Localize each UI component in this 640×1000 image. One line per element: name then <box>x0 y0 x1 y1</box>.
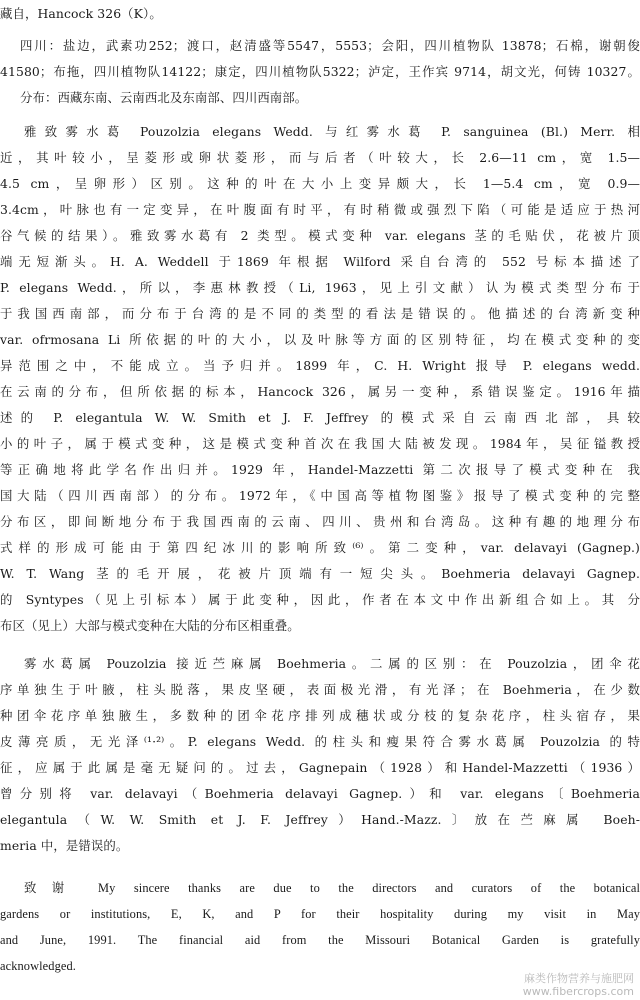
text-line: 41580；布拖，四川植物队14122；康定，四川植物队5322；泸定，王作宾 9714，胡文光，何铸 10327。 <box>0 64 640 79</box>
text-line: var. ofrmosana Li 所依据的叶的大小，以及叶脉等方面的区别特征，均在模式变种的变 <box>0 332 640 347</box>
text-line: 四川：盐边，武素功252；渡口，赵清盛等5547，5553；会阳，四川植物队 13878；石棉，谢朝俊 <box>20 38 640 53</box>
text-line: 3.4cm，叶脉也有一定变异，在叶腹面有时平，有时稍微或强烈下陷（可能是适应于热河 <box>0 202 640 217</box>
text-line: 藏自，Hancock 326（K）。 <box>0 6 162 21</box>
text-line: 等正确地将此学名作出归并。1929 年，Handel-Mazzetti 第二次报导了模式变种在 我 <box>0 462 640 477</box>
text-line: 式样的形成可能由于第四纪冰川的影响所致⁽⁶⁾。第二变种，var. delavayi (Gagnep.) <box>0 540 640 555</box>
text-line: 种团伞花序单独腋生，多数种的团伞花序排列成穗状或分枝的复杂花序，柱头宿存，果 <box>0 708 640 723</box>
text-line: 谷气候的结果）。雅致雾水葛有 2 类型。模式变种 var. elegans 茎的毛贴伏，花被片顶 <box>0 228 640 243</box>
text-line: 布区（见上）大部与模式变种在大陆的分布区相重叠。 <box>0 618 300 633</box>
text-line: 雾水葛属 Pouzolzia 接近苎麻属 Boehmeria。二属的区别：在 Pouzolzia，团伞花 <box>24 656 640 671</box>
text-line: 征，应属于此属是毫无疑问的。过去，Gagnepain（1928）和Handel-Mazzetti（1936） <box>0 760 640 775</box>
text-line: 述的 P. elegantula W. W. Smith et J. F. Jeffrey 的模式采自云南西北部，具较 <box>0 410 640 425</box>
text-line: 异范围之中，不能成立。当予归并。1899 年，C. H. Wright 报导 P. elegans wedd. <box>0 358 640 373</box>
watermark-title: 麻类作物营养与施肥网 <box>524 972 634 985</box>
text-line: 曾分别将 var. delavayi（Boehmeria delavayi Gagnep.）和 var. elegans〔Boehmeria <box>0 786 640 801</box>
acknowledgement-line: gardens or institutions, E, K, and P for their hospitality during my visit in May <box>0 907 640 921</box>
text-line: 于我国西南部，而分布于台湾的是不同的类型的看法是错误的。他描述的台湾新变种 <box>0 306 640 321</box>
watermark <box>494 972 634 998</box>
text-line: 分布：西藏东南、云南西北及东南部、四川西南部。 <box>20 90 308 105</box>
text-line: 皮薄亮质，无光泽⁽¹·²⁾。P. elegans Wedd. 的柱头和瘦果符合雾水葛属 Pouzolzia 的特 <box>0 734 640 749</box>
text-line: 序单独生于叶腋，柱头脱落，果皮坚硬，表面极光滑，有光泽；在 Boehmeria，在少数 <box>0 682 640 697</box>
acknowledgement-line: and June, 1991. The financial aid from the Missouri Botanical Garden is gratefully <box>0 933 640 947</box>
watermark-url: www.fibercrops.com <box>522 985 634 998</box>
text-line: 在云南的分布，但所依据的标本，Hancock 326，属另一变种，系错误鉴定。1916年描 <box>0 384 640 399</box>
text-line: 小的叶子，属于模式变种，这是模式变种首次在我国大陆被发现。1984年，吴征镒教授 <box>0 436 640 451</box>
text-line: 端无短渐头。H. A. Weddell 于1869 年根据 Wilford 采自台湾的 552 号标本描述了 <box>0 254 640 269</box>
text-line: W. T. Wang 茎的毛开展，花被片顶端有一短尖头。Boehmeria delavayi Gagnep. <box>0 566 640 581</box>
text-line: P. elegans Wedd.，所以，李惠林教授（Li, 1963，见上引文献）认为模式类型分布于 <box>0 280 640 295</box>
acknowledgement-line: acknowledged. <box>0 959 76 973</box>
text-line: 4.5 cm，呈卵形）区别。这种的叶在大小上变异颇大，长 1—5.4 cm，宽 0.9— <box>0 176 640 191</box>
text-line: 近，其叶较小，呈菱形或卵状菱形，而与后者（叶较大，长 2.6—11 cm，宽 1.5— <box>0 150 640 165</box>
text-line: 国大陆（四川西南部）的分布。1972年，《中国高等植物图鉴》报导了模式变种的完整 <box>0 488 640 503</box>
text-line: 分布区，即间断地分布于我国西南的云南、四川、贵州和台湾岛。这种有趣的地理分布 <box>0 514 640 529</box>
text-line: meria 中，是错误的。 <box>0 838 129 853</box>
text-line: elegantula（W. W. Smith et J. F. Jeffrey）Hand.-Mazz.〕放在苎麻属 Boeh- <box>0 812 640 827</box>
text-line: 雅致雾水葛 Pouzolzia elegans Wedd. 与红雾水葛 P. sanguinea (Bl.) Merr. 相 <box>24 124 640 139</box>
acknowledgement-line: 致谢 My sincere thanks are due to the directors and curators of the botanical <box>24 881 640 895</box>
text-line: 的 Syntypes（见上引标本）属于此变种，因此，作者在本文中作出新组合如上。其 分 <box>0 592 640 607</box>
